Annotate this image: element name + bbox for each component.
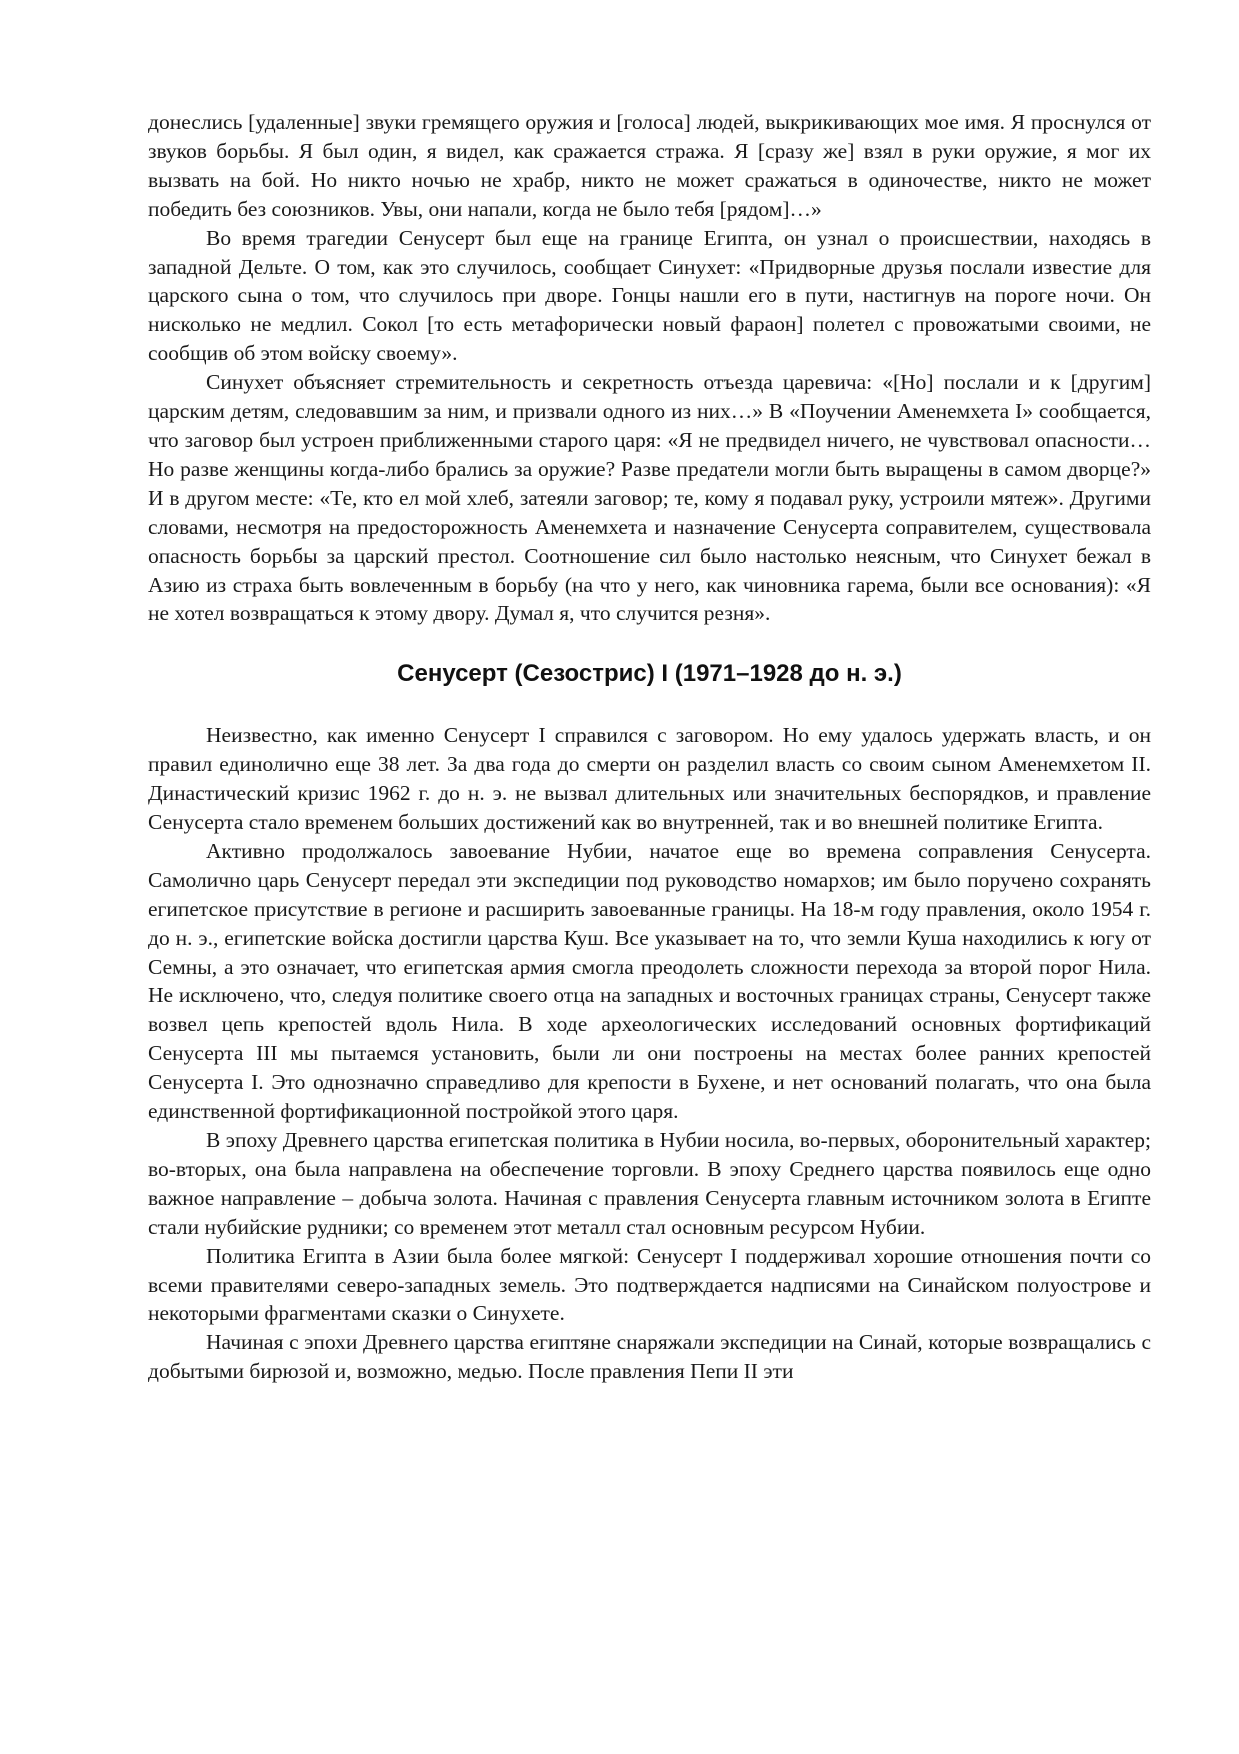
paragraph: Начиная с эпохи Древнего царства египтяне снаряжали экспедиции на Синай, которые возвращались с добытыми бирюзой и, возможно, медью. После правления Пепи II эти [148,1330,1151,1384]
paragraph: Во время трагедии Сенусерт был еще на границе Египта, он узнал о происшествии, находясь в западной Дельте. О том, как это случилось, сообщает Синухет: «Придворные друзья послали известие для царского сына о том, что случилось при дворе. Гонцы нашли его в пути, настигнув на пороге ночи. Он нисколько не медлил. Сокол [то есть метафорически новый фараон] полетел с провожатыми своими, не сообщив об этом войску своему». [148,225,1151,366]
section-heading: Сенусерт (Сезострис) I (1971–1928 до н. э.) [397,660,902,688]
paragraph: Неизвестно, как именно Сенусерт I справился с заговором. Но ему удалось удержать власть, и он правил единолично еще 38 лет. За два года до смерти он разделил власть со своим сыном Аменемхетом II. Династический кризис 1962 г. до н. э. не вызвал длительных или значительных беспорядков, и правление Сенусерта стало временем больших достижений как во внутренней, так и во внешней политике Египта. [148,723,1151,835]
paragraph: Политика Египта в Азии была более мягкой: Сенусерт I поддерживал хорошие отношения почти со всеми правителями северо-западных земель. Это подтверждается надписями на Синайском полуострове и некоторыми фрагментами сказки о Синухете. [148,1243,1151,1326]
document-page [148,108,1151,1386]
paragraph: Синухет объясняет стремительность и секретность отъезда царевича: «[Но] послали и к [другим] царским детям, следовавшим за ним, и призвали одного из них…» В «Поучении Аменемхета I» сообщается, что заговор был устроен приближенными старого царя: «Я не предвидел ничего, не чувствовал опасности… Но разве женщины когда-либо брались за оружие? Разве предатели могли быть выращены в самом дворце?» И в другом месте: «Те, кто ел мой хлеб, затеяли заговор; те, кому я подавал руку, устроили мятеж». Другими словами, несмотря на предосторожность Аменемхета и назначение Сенусерта соправителем, существовала опасность борьбы за царский престол. Соотношение сил было настолько неясным, что Синухет бежал в Азию из страха быть вовлеченным в борьбу (на что у него, как чиновника гарема, были все основания): «Я не хотел возвращаться к этому двору. Думал я, что случится резня». [148,370,1151,626]
paragraph: В эпоху Древнего царства египетская политика в Нубии носила, во-первых, оборонительный характер; во-вторых, она была направлена на обеспечение торговли. В эпоху Среднего царства появилось еще одно важное направление – добыча золота. Начиная с правления Сенусерта главным источником золота в Египте стали нубийские рудники; со временем этот металл стал основным ресурсом Нубии. [148,1128,1151,1239]
paragraph: Активно продолжалось завоевание Нубии, начатое еще во времена соправления Сенусерта. Самолично царь Сенусерт передал эти экспедиции под руководство номархов; им было поручено сохранять египетское присутствие в регионе и расширить завоеванные границы. На 18-м году правления, около 1954 г. до н. э., египетские войска достигли царства Куш. Все указывает на то, что земли Куша находились к югу от Семны, а это означает, что египетская армия смогла преодолеть сложности перехода за второй порог Нила. Не исключено, что, следуя политике своего отца на западных и восточных границах страны, Сенусерт также возвел цепь крепостей вдоль Нила. В ходе археологических исследований основных фортификаций Сенусерта III мы пытаемся установить, были ли они построены на местах более ранних крепостей Сенусерта I. Это однозначно справедливо для крепости в Бухене, и нет оснований полагать, что она была единственной фортификационной постройкой этого царя. [148,838,1151,1124]
paragraph-continued: донеслись [удаленные] звуки гремящего оружия и [голоса] людей, выкрикивающих мое имя. Я проснулся от звуков борьбы. Я был один, я видел, как сражается стража. Я [сразу же] взял в руки оружие, я мог их вызвать на бой. Но никто ночью не храбр, никто не может сражаться в одиночестве, никто не может победить без союзников. Увы, они напали, когда не было тебя [рядом]…» [148,110,1151,221]
